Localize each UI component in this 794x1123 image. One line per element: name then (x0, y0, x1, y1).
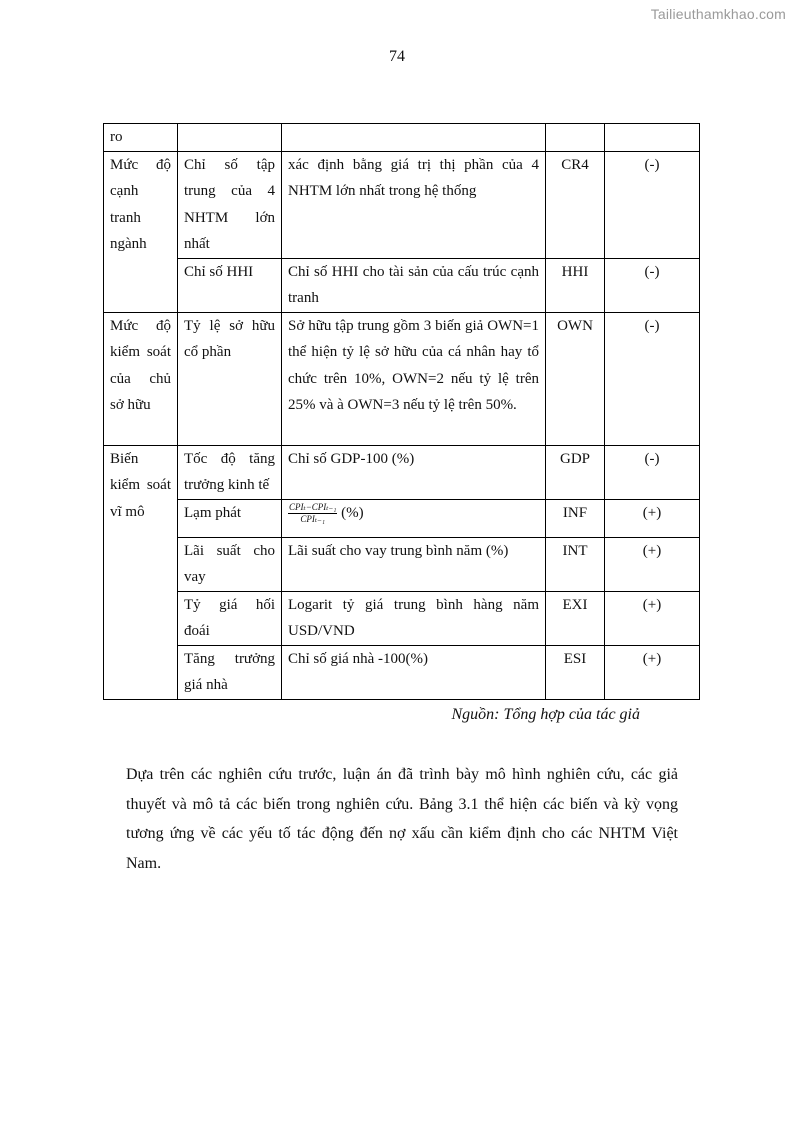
table-row (104, 151, 700, 258)
group-cell: Mức độ cạnh tranh ngành (104, 151, 178, 312)
table-row (104, 645, 700, 699)
variable-cell: Tỷ giá hối đoái (178, 591, 282, 645)
formula-numerator: CPIₜ−CPIₜ₋₁ (289, 501, 337, 512)
table-row (104, 537, 700, 591)
expected-sign-cell: (-) (605, 258, 700, 312)
expected-sign-cell: (-) (605, 151, 700, 258)
description-cell: Lãi suất cho vay trung bình năm (%) (282, 537, 546, 591)
code-cell: INT (546, 537, 605, 591)
code-cell: HHI (546, 258, 605, 312)
description-cell: xác định bằng giá trị thị phần của 4 NHTM lớn nhất trong hệ thống (282, 151, 546, 258)
variable-cell: Chỉ số HHI (178, 258, 282, 312)
group-cell: ro (104, 124, 178, 152)
description-cell: Chỉ số HHI cho tài sản của cấu trúc cạnh tranh (282, 258, 546, 312)
formula-denominator: CPIₜ₋₁ (300, 513, 325, 524)
variable-cell: Tăng trưởng giá nhà (178, 645, 282, 699)
variable-cell: Tốc độ tăng trưởng kinh tế (178, 445, 282, 499)
body-paragraph: Dựa trên các nghiên cứu trước, luận án đã trình bày mô hình nghiên cứu, các giả thuyết và mô tả các biến trong nghiên cứu. Bảng 3.1 thể hiện các biến và kỳ vọng tương ứng về các yếu tố tác động đến nợ xấu cần kiểm định cho các NHTM Việt Nam. (126, 766, 678, 872)
expected-sign-cell: (+) (605, 537, 700, 591)
code-cell: INF (546, 499, 605, 537)
description-cell: Sở hữu tập trung gồm 3 biến giả OWN=1 thể hiện tỷ lệ sở hữu của cá nhân hay tổ chức trên 10%, OWN=2 nếu tỷ lệ trên 25% và à OWN=3 nếu tỷ lệ trên 50%. (282, 312, 546, 445)
table-row (104, 312, 700, 445)
variable-cell: Chỉ số tập trung của 4 NHTM lớn nhất (178, 151, 282, 258)
description-cell: Chỉ số GDP-100 (%) (282, 445, 546, 499)
description-cell: Chỉ số giá nhà -100(%) (282, 645, 546, 699)
expected-sign-cell: (+) (605, 645, 700, 699)
variable-cell: Lạm phát (178, 499, 282, 537)
variable-cell: Lãi suất cho vay (178, 537, 282, 591)
group-cell: Biến kiểm soát vĩ mô (104, 445, 178, 699)
formula-suffix: (%) (337, 504, 364, 521)
code-cell: EXI (546, 591, 605, 645)
expected-sign-cell: (+) (605, 499, 700, 537)
description-cell: Logarit tỷ giá trung bình hàng năm USD/VND (282, 591, 546, 645)
inflation-formula (288, 502, 337, 525)
expected-sign-cell: (+) (605, 591, 700, 645)
variable-cell: Tỷ lệ sở hữu cổ phần (178, 312, 282, 445)
expected-sign-cell: (-) (605, 312, 700, 445)
table-row (104, 591, 700, 645)
table-row (104, 124, 700, 152)
expected-sign-cell: (-) (605, 445, 700, 499)
code-cell: OWN (546, 312, 605, 445)
description-cell (282, 499, 546, 537)
variables-table (103, 123, 700, 700)
table-row (104, 258, 700, 312)
code-cell: CR4 (546, 151, 605, 258)
group-cell: Mức độ kiểm soát của chủ sở hữu (104, 312, 178, 445)
code-cell: ESI (546, 645, 605, 699)
page-number: 74 (389, 48, 405, 65)
code-cell: GDP (546, 445, 605, 499)
table-row (104, 499, 700, 537)
table-row (104, 445, 700, 499)
source-note: Nguồn: Tổng hợp của tác giả (451, 706, 640, 723)
watermark: Tailieuthamkhao.com (650, 6, 786, 22)
